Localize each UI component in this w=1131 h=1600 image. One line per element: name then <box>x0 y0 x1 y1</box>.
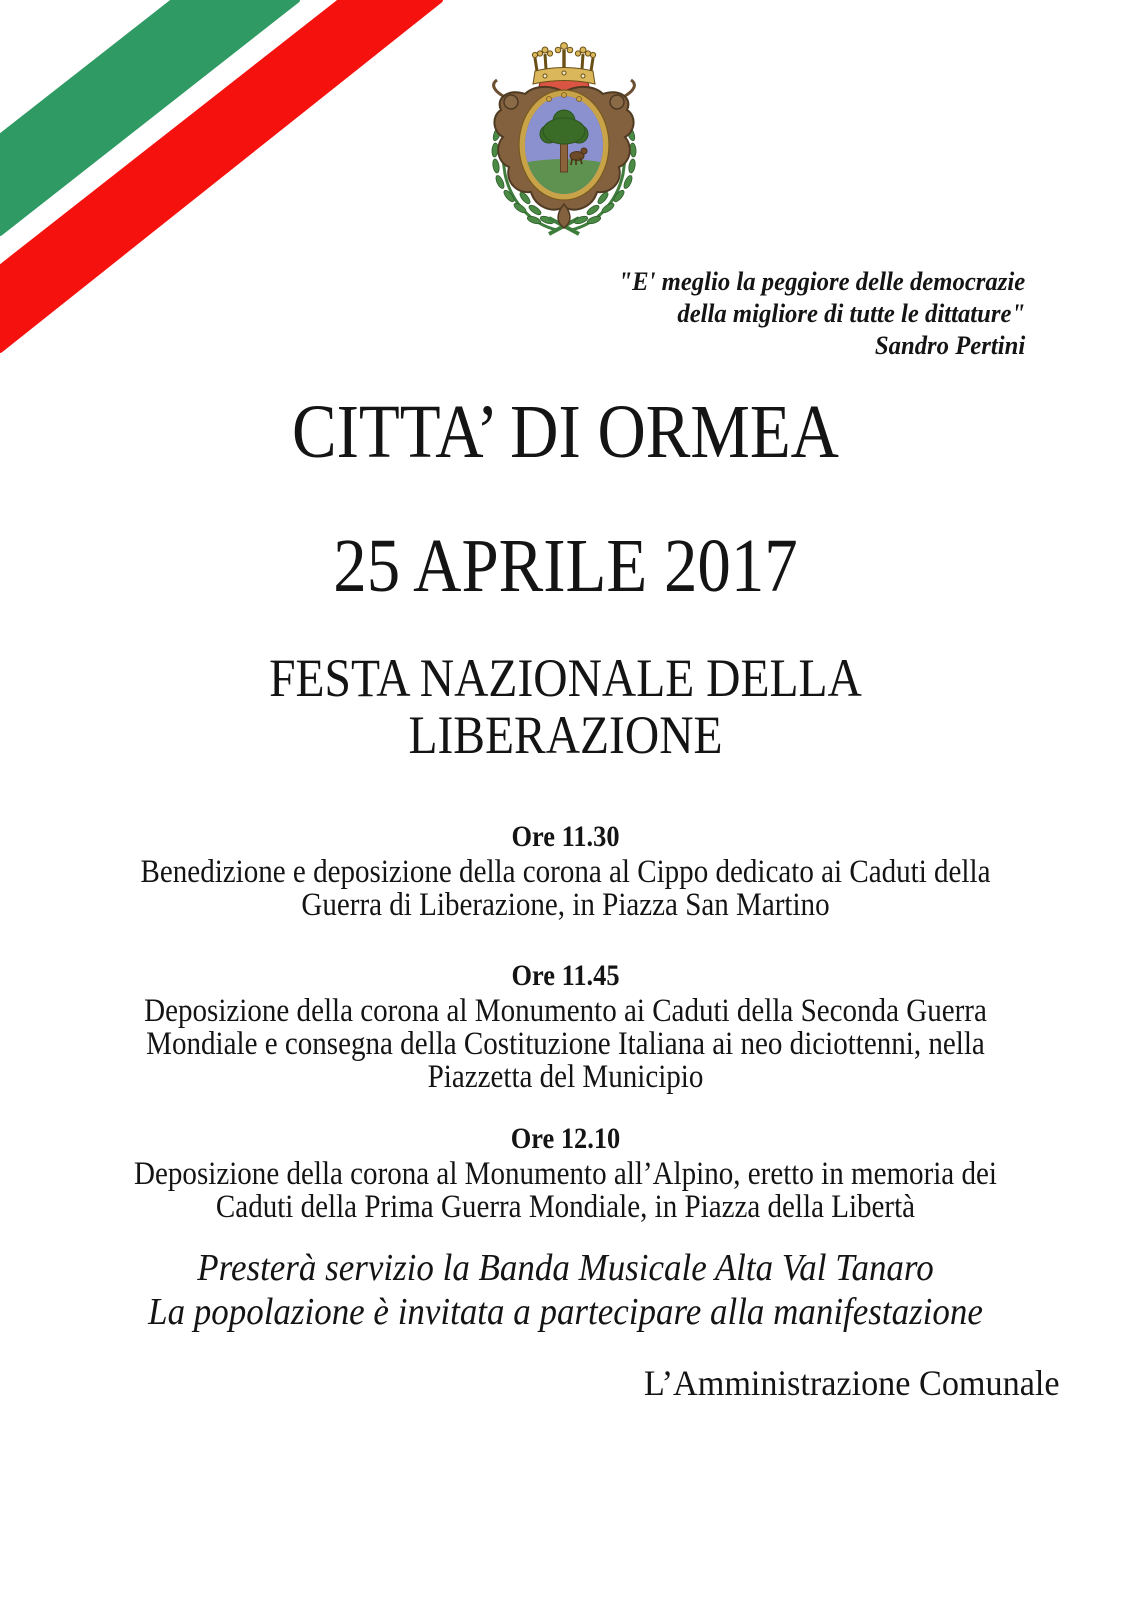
schedule-text-line: Deposizione della corona al Monumento all’Alpino, eretto in memoria dei <box>134 1156 997 1192</box>
schedule-item-1210 <box>0 1120 1131 1224</box>
schedule-text-line: Guerra di Liberazione, in Piazza San Martino <box>301 887 830 923</box>
date-title: 25 APRILE 2017 <box>333 524 798 608</box>
closing-line-1: Presterà servizio la Banda Musicale Alta Val Tanaro <box>197 1247 934 1289</box>
schedule-time: Ore 12.10 <box>510 1122 621 1155</box>
quote-line-2: della migliore di tutte le dittature" <box>677 299 1025 328</box>
signature: L’Amministrazione Comunale <box>644 1363 1060 1403</box>
city-title: CITTA’ DI ORMEA <box>292 390 839 474</box>
quote-line-1: "E' meglio la peggiore delle democrazie <box>618 267 1025 296</box>
closing-block <box>0 1246 1131 1334</box>
schedule-item-1145 <box>0 957 1131 1094</box>
schedule-item-1130 <box>0 818 1131 922</box>
quote-block <box>618 266 1025 362</box>
schedule-text-line: Benedizione e deposizione della corona al Cippo dedicato ai Caduti della <box>140 854 991 890</box>
closing-line-2: La popolazione è invitata a partecipare alla manifestazione <box>148 1291 983 1333</box>
ormea-coat-of-arms-icon <box>487 42 641 238</box>
crown-icon <box>532 43 595 84</box>
schedule-time: Ore 11.30 <box>511 820 620 853</box>
schedule-text-line: Piazzetta del Municipio <box>427 1059 704 1095</box>
quote-attribution: Sandro Pertini <box>874 331 1025 360</box>
schedule-text-line: Mondiale e consegna della Costituzione Italiana ai neo diciottenni, nella <box>146 1026 985 1062</box>
subtitle-line-1: FESTA NAZIONALE DELLA <box>269 648 862 708</box>
subtitle-line-2: LIBERAZIONE <box>408 705 723 765</box>
tricolor-ribbon <box>0 0 460 360</box>
event-subtitle <box>0 650 1131 764</box>
schedule-time: Ore 11.45 <box>511 959 620 992</box>
schedule-text-line: Caduti della Prima Guerra Mondiale, in Piazza della Libertà <box>215 1189 916 1225</box>
schedule-text-line: Deposizione della corona al Monumento ai Caduti della Seconda Guerra <box>144 993 987 1029</box>
